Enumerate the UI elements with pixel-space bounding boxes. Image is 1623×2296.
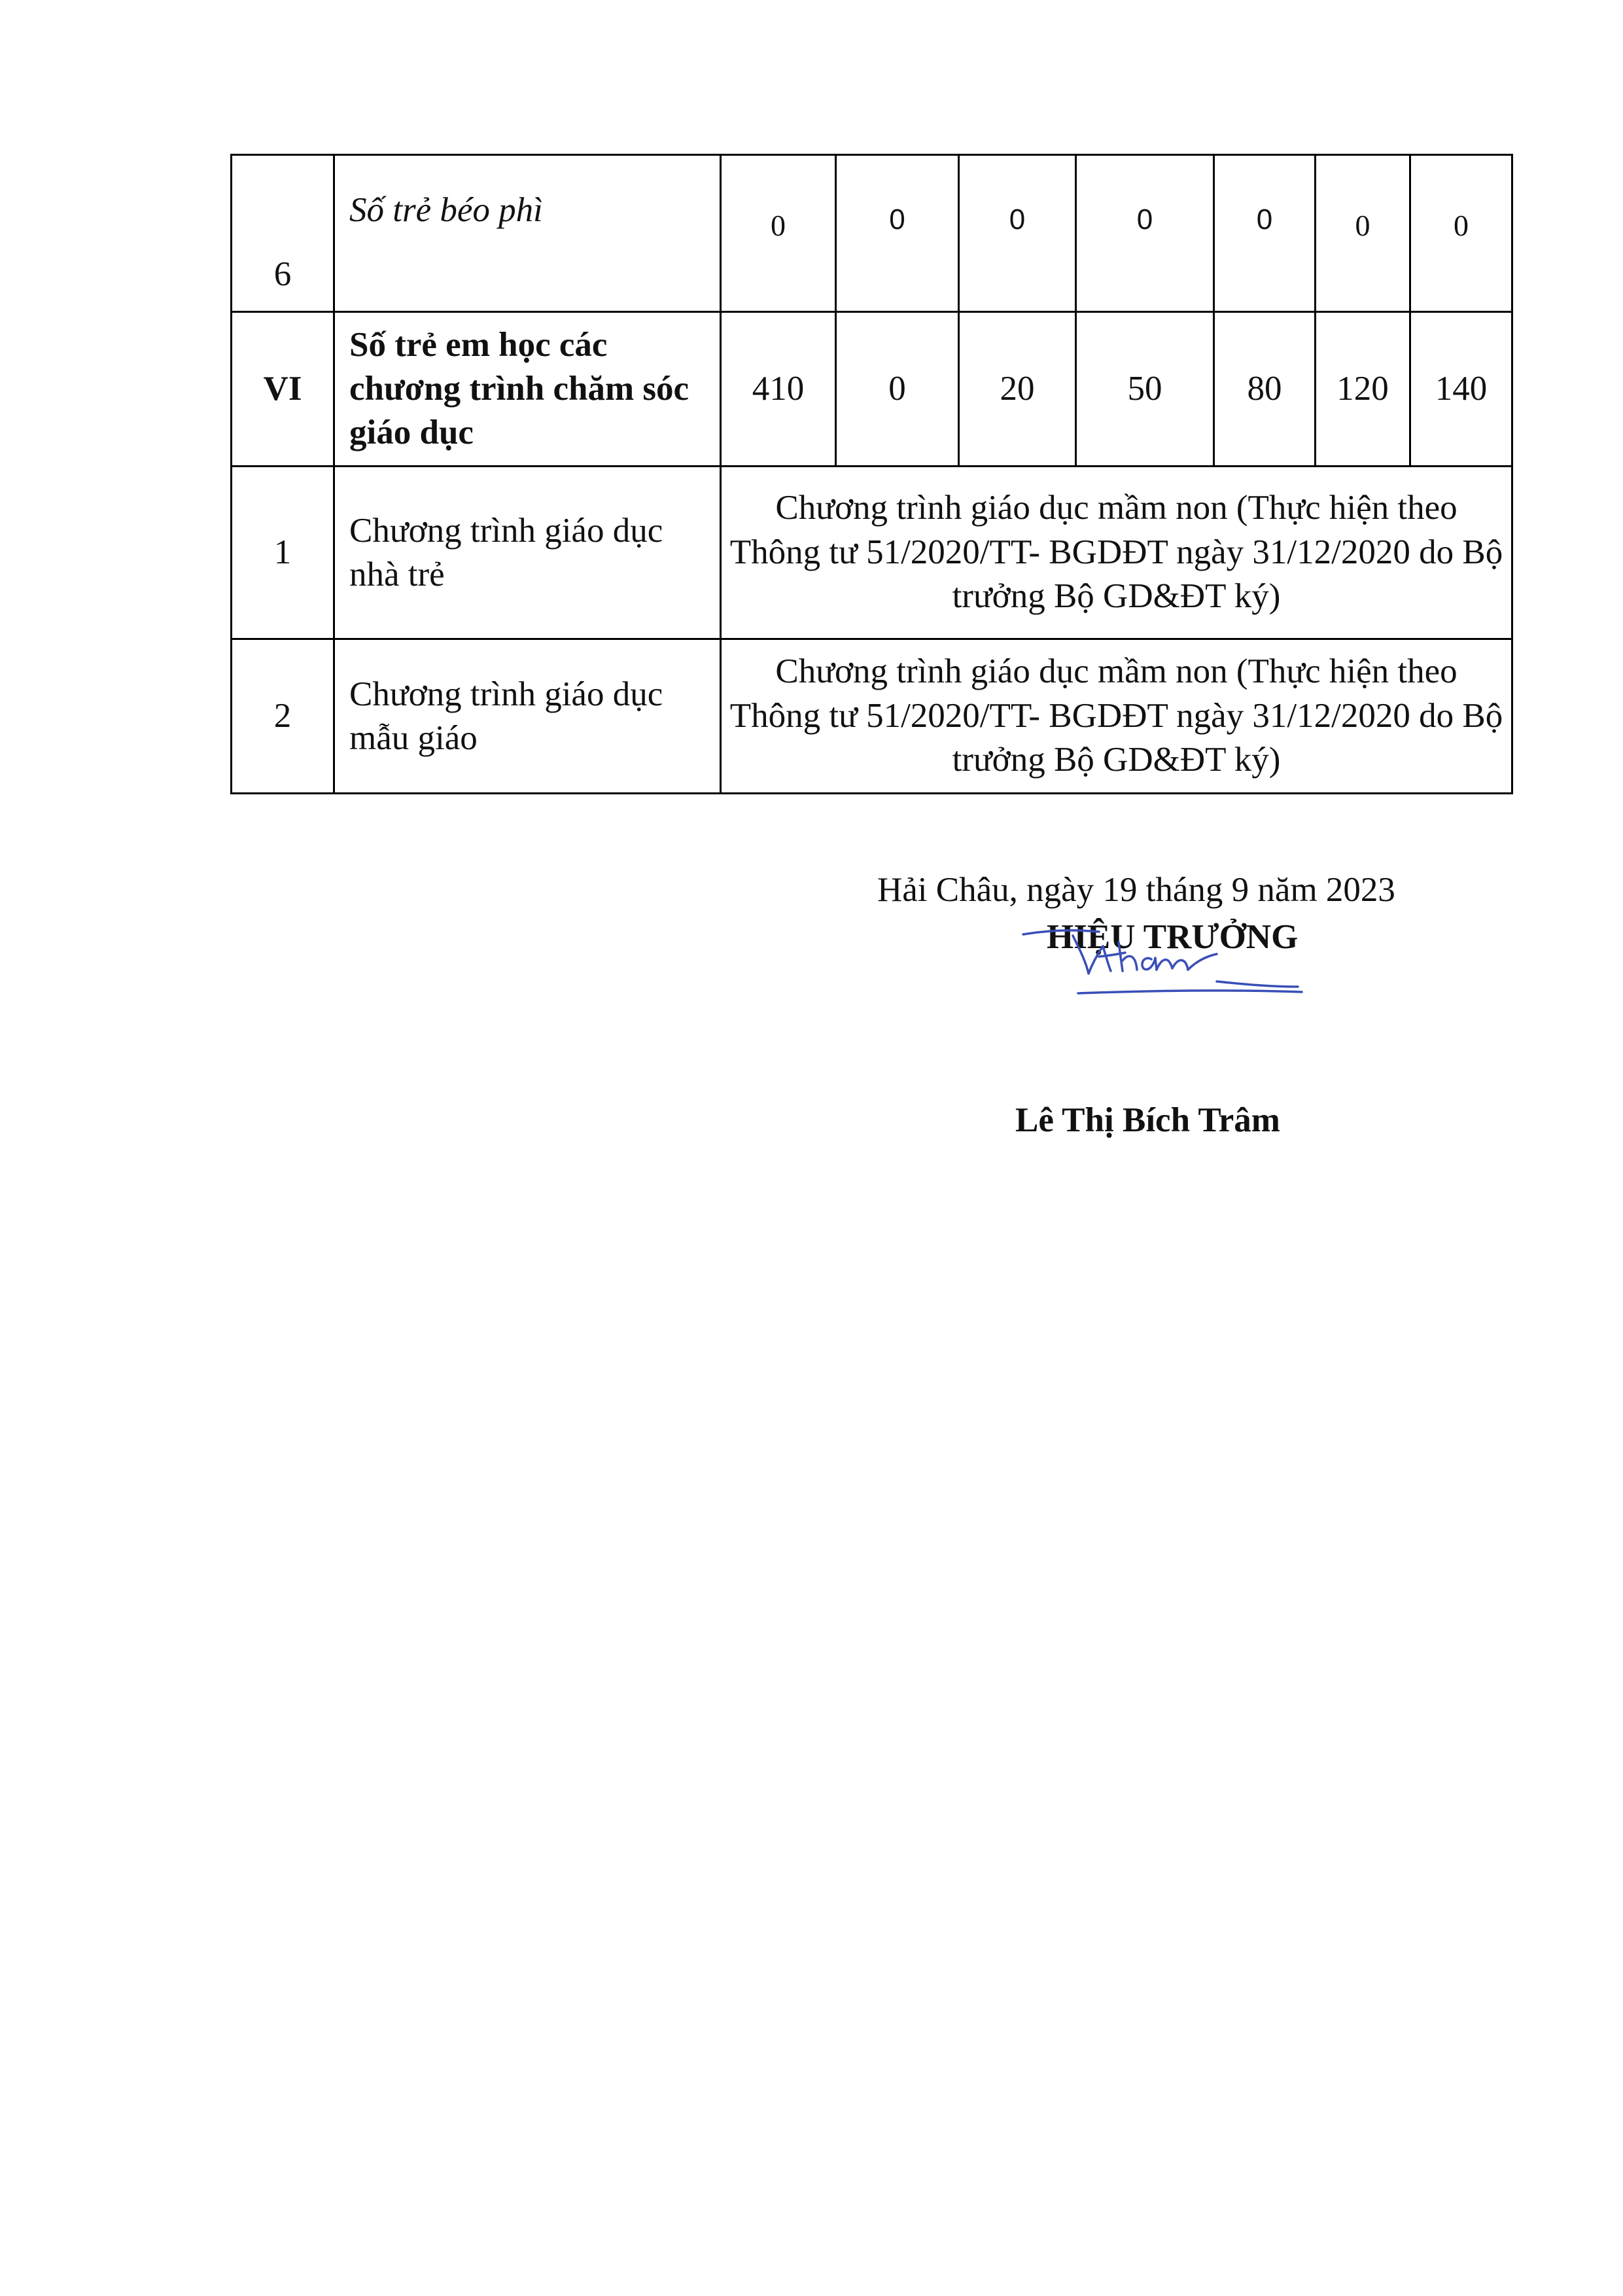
value-cell: 0 — [721, 155, 836, 312]
row-index: VI — [232, 312, 334, 467]
value-cell: 20 — [959, 312, 1076, 467]
value-cell: 0 — [959, 155, 1076, 312]
value-cell: 140 — [1410, 312, 1512, 467]
value-cell: 50 — [1076, 312, 1214, 467]
value-cell: 0 — [1076, 155, 1214, 312]
table-row — [232, 312, 1512, 467]
table-row — [232, 639, 1512, 794]
program-description: Chương trình giáo dục mầm non (Thực hiện theo Thông tư 51/2020/TT- BGDĐT ngày 31/12/2020 do Bộ trưởng Bộ GD&ĐT ký) — [721, 467, 1512, 639]
signer-name: Lê Thị Bích Trâm — [1015, 1101, 1280, 1139]
value-cell: 120 — [1316, 312, 1410, 467]
value-cell: 410 — [721, 312, 836, 467]
value-cell: 0 — [836, 312, 959, 467]
value-cell: 0 — [1410, 155, 1512, 312]
row-label: Số trẻ béo phì — [334, 155, 721, 312]
value-cell: 0 — [836, 155, 959, 312]
row-index: 1 — [232, 467, 334, 639]
row-label: Số trẻ em học các chương trình chăm sóc giáo dục — [334, 312, 721, 467]
table-row — [232, 155, 1512, 312]
row-index: 6 — [232, 155, 334, 312]
program-description: Chương trình giáo dục mầm non (Thực hiện theo Thông tư 51/2020/TT- BGDĐT ngày 31/12/2020 do Bộ trưởng Bộ GD&ĐT ký) — [721, 639, 1512, 794]
row-index: 2 — [232, 639, 334, 794]
value-cell: 0 — [1316, 155, 1410, 312]
value-cell: 80 — [1214, 312, 1316, 467]
signer-title: HIỆU TRƯỞNG — [1047, 918, 1299, 956]
place-date: Hải Châu, ngày 19 tháng 9 năm 2023 — [877, 871, 1395, 909]
statistics-table — [230, 154, 1513, 794]
table-row — [232, 467, 1512, 639]
handwritten-signature — [1021, 916, 1321, 1001]
value-cell: 0 — [1214, 155, 1316, 312]
row-label: Chương trình giáo dục mẫu giáo — [334, 639, 721, 794]
row-label: Chương trình giáo dục nhà trẻ — [334, 467, 721, 639]
